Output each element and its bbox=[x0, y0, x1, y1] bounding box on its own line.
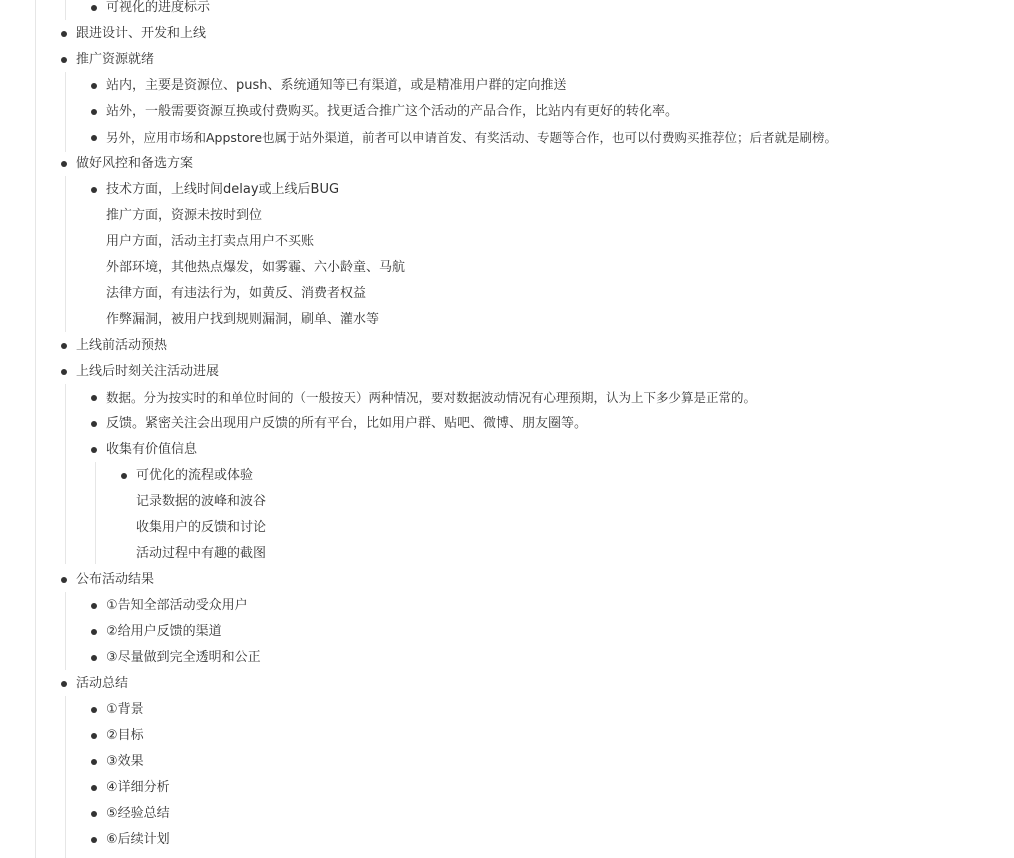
list-item[interactable] bbox=[0, 359, 1014, 385]
list-item[interactable] bbox=[0, 671, 1014, 697]
list-item-text: 另外，应用市场和Appstore也属于站外渠道，前者可以申请首发、有奖活动、专题等合作，也可以付费购买推荐位；后者就是刷榜。 bbox=[106, 130, 838, 145]
list-item[interactable] bbox=[0, 827, 1014, 853]
list-item-continuation[interactable] bbox=[0, 229, 1014, 255]
list-item-text: ①背景 bbox=[106, 702, 144, 717]
list-item-continuation[interactable] bbox=[0, 255, 1014, 281]
list-item-text: 反馈。紧密关注会出现用户反馈的所有平台，比如用户群、贴吧、微博、朋友圈等。 bbox=[106, 416, 588, 431]
list-item-continuation[interactable] bbox=[0, 489, 1014, 515]
list-item[interactable] bbox=[0, 437, 1014, 463]
list-item-text: 活动总结 bbox=[76, 676, 129, 691]
bullet-icon bbox=[91, 785, 97, 791]
list-item[interactable] bbox=[0, 21, 1014, 47]
bullet-icon bbox=[91, 655, 97, 661]
bullet-icon bbox=[61, 369, 67, 375]
list-item-text: 做好风控和备选方案 bbox=[76, 156, 194, 171]
list-item-continuation[interactable] bbox=[0, 515, 1014, 541]
bullet-icon bbox=[91, 135, 97, 141]
list-item-continuation[interactable] bbox=[0, 203, 1014, 229]
list-item[interactable] bbox=[0, 333, 1014, 359]
bullet-icon bbox=[91, 447, 97, 453]
bullet-icon bbox=[91, 811, 97, 817]
list-item-text: ④详细分析 bbox=[106, 780, 170, 795]
list-item-text: 跟进设计、开发和上线 bbox=[76, 26, 207, 41]
bullet-icon bbox=[61, 681, 67, 687]
list-item-text: 上线后时刻关注活动进展 bbox=[76, 364, 220, 379]
list-item-text: 作弊漏洞，被用户找到规则漏洞，刷单、灌水等 bbox=[106, 312, 380, 327]
list-item-text: 记录数据的波峰和波谷 bbox=[136, 494, 267, 509]
list-item-text: ②目标 bbox=[106, 728, 144, 743]
list-item-text: 收集有价值信息 bbox=[106, 442, 198, 457]
list-item[interactable] bbox=[0, 177, 1014, 203]
list-item-continuation[interactable] bbox=[0, 281, 1014, 307]
list-item[interactable] bbox=[0, 47, 1014, 73]
bullet-icon bbox=[91, 83, 97, 89]
bullet-icon bbox=[61, 161, 67, 167]
list-item-text: 站内，主要是资源位、push、系统通知等已有渠道，或是精准用户群的定向推送 bbox=[106, 78, 567, 93]
list-item-text: 可视化的进度标示 bbox=[106, 0, 211, 15]
list-item-text: 上线前活动预热 bbox=[76, 338, 168, 353]
list-item-text: 活动过程中有趣的截图 bbox=[136, 546, 267, 561]
bullet-icon bbox=[91, 109, 97, 115]
bullet-icon bbox=[91, 759, 97, 765]
list-item[interactable] bbox=[0, 385, 1014, 411]
list-item-text: 用户方面，活动主打卖点用户不买账 bbox=[106, 234, 315, 249]
list-item[interactable] bbox=[0, 697, 1014, 723]
list-item-text: 外部环境，其他热点爆发，如雾霾、六小龄童、马航 bbox=[106, 260, 406, 275]
list-item-text: 数据。分为按实时的和单位时间的（一般按天）两种情况，要对数据波动情况有心理预期，认为上下多少算是正常的。 bbox=[106, 390, 757, 405]
bullet-icon bbox=[61, 57, 67, 63]
list-item[interactable] bbox=[0, 801, 1014, 827]
list-item[interactable] bbox=[0, 463, 1014, 489]
list-item-text: ③尽量做到完全透明和公正 bbox=[106, 650, 261, 665]
list-item[interactable] bbox=[0, 723, 1014, 749]
list-item-text: 技术方面，上线时间delay或上线后BUG bbox=[106, 182, 340, 197]
bullet-icon bbox=[61, 31, 67, 37]
list-item[interactable] bbox=[0, 749, 1014, 775]
bullet-icon bbox=[61, 343, 67, 349]
list-item-text: 推广方面，资源未按时到位 bbox=[106, 208, 263, 223]
bullet-icon bbox=[91, 733, 97, 739]
list-item-text: 公布活动结果 bbox=[76, 572, 155, 587]
bullet-icon bbox=[91, 421, 97, 427]
list-item[interactable] bbox=[0, 775, 1014, 801]
list-item-text: ⑤经验总结 bbox=[106, 806, 170, 821]
list-item-text: ①告知全部活动受众用户 bbox=[106, 598, 248, 613]
list-item-text: ⑥后续计划 bbox=[106, 832, 170, 847]
list-item[interactable] bbox=[0, 125, 1014, 151]
bullet-icon bbox=[91, 395, 97, 401]
list-item-text: 推广资源就绪 bbox=[76, 52, 155, 67]
list-item[interactable] bbox=[0, 0, 1014, 21]
list-item[interactable] bbox=[0, 593, 1014, 619]
bullet-icon bbox=[61, 577, 67, 583]
bullet-icon bbox=[91, 837, 97, 843]
list-item[interactable] bbox=[0, 99, 1014, 125]
list-item-continuation[interactable] bbox=[0, 307, 1014, 333]
list-item[interactable] bbox=[0, 567, 1014, 593]
bullet-icon bbox=[91, 5, 97, 11]
list-item[interactable] bbox=[0, 73, 1014, 99]
list-item[interactable] bbox=[0, 151, 1014, 177]
list-item-continuation[interactable] bbox=[0, 541, 1014, 567]
bullet-icon bbox=[121, 473, 127, 479]
list-item[interactable] bbox=[0, 645, 1014, 671]
list-item-text: 可优化的流程或体验 bbox=[136, 468, 254, 483]
bullet-icon bbox=[91, 707, 97, 713]
bullet-icon bbox=[91, 629, 97, 635]
list-item-text: 站外，一般需要资源互换或付费购买。找更适合推广这个活动的产品合作，比站内有更好的转化率。 bbox=[106, 104, 679, 119]
bullet-icon bbox=[91, 187, 97, 193]
list-item-text: ③效果 bbox=[106, 754, 144, 769]
list-item-text: 法律方面，有违法行为，如黄反、消费者权益 bbox=[106, 286, 367, 301]
list-item-text: 收集用户的反馈和讨论 bbox=[136, 520, 267, 535]
list-item[interactable] bbox=[0, 619, 1014, 645]
list-item[interactable] bbox=[0, 411, 1014, 437]
list-item-text: ②给用户反馈的渠道 bbox=[106, 624, 222, 639]
bullet-icon bbox=[91, 603, 97, 609]
